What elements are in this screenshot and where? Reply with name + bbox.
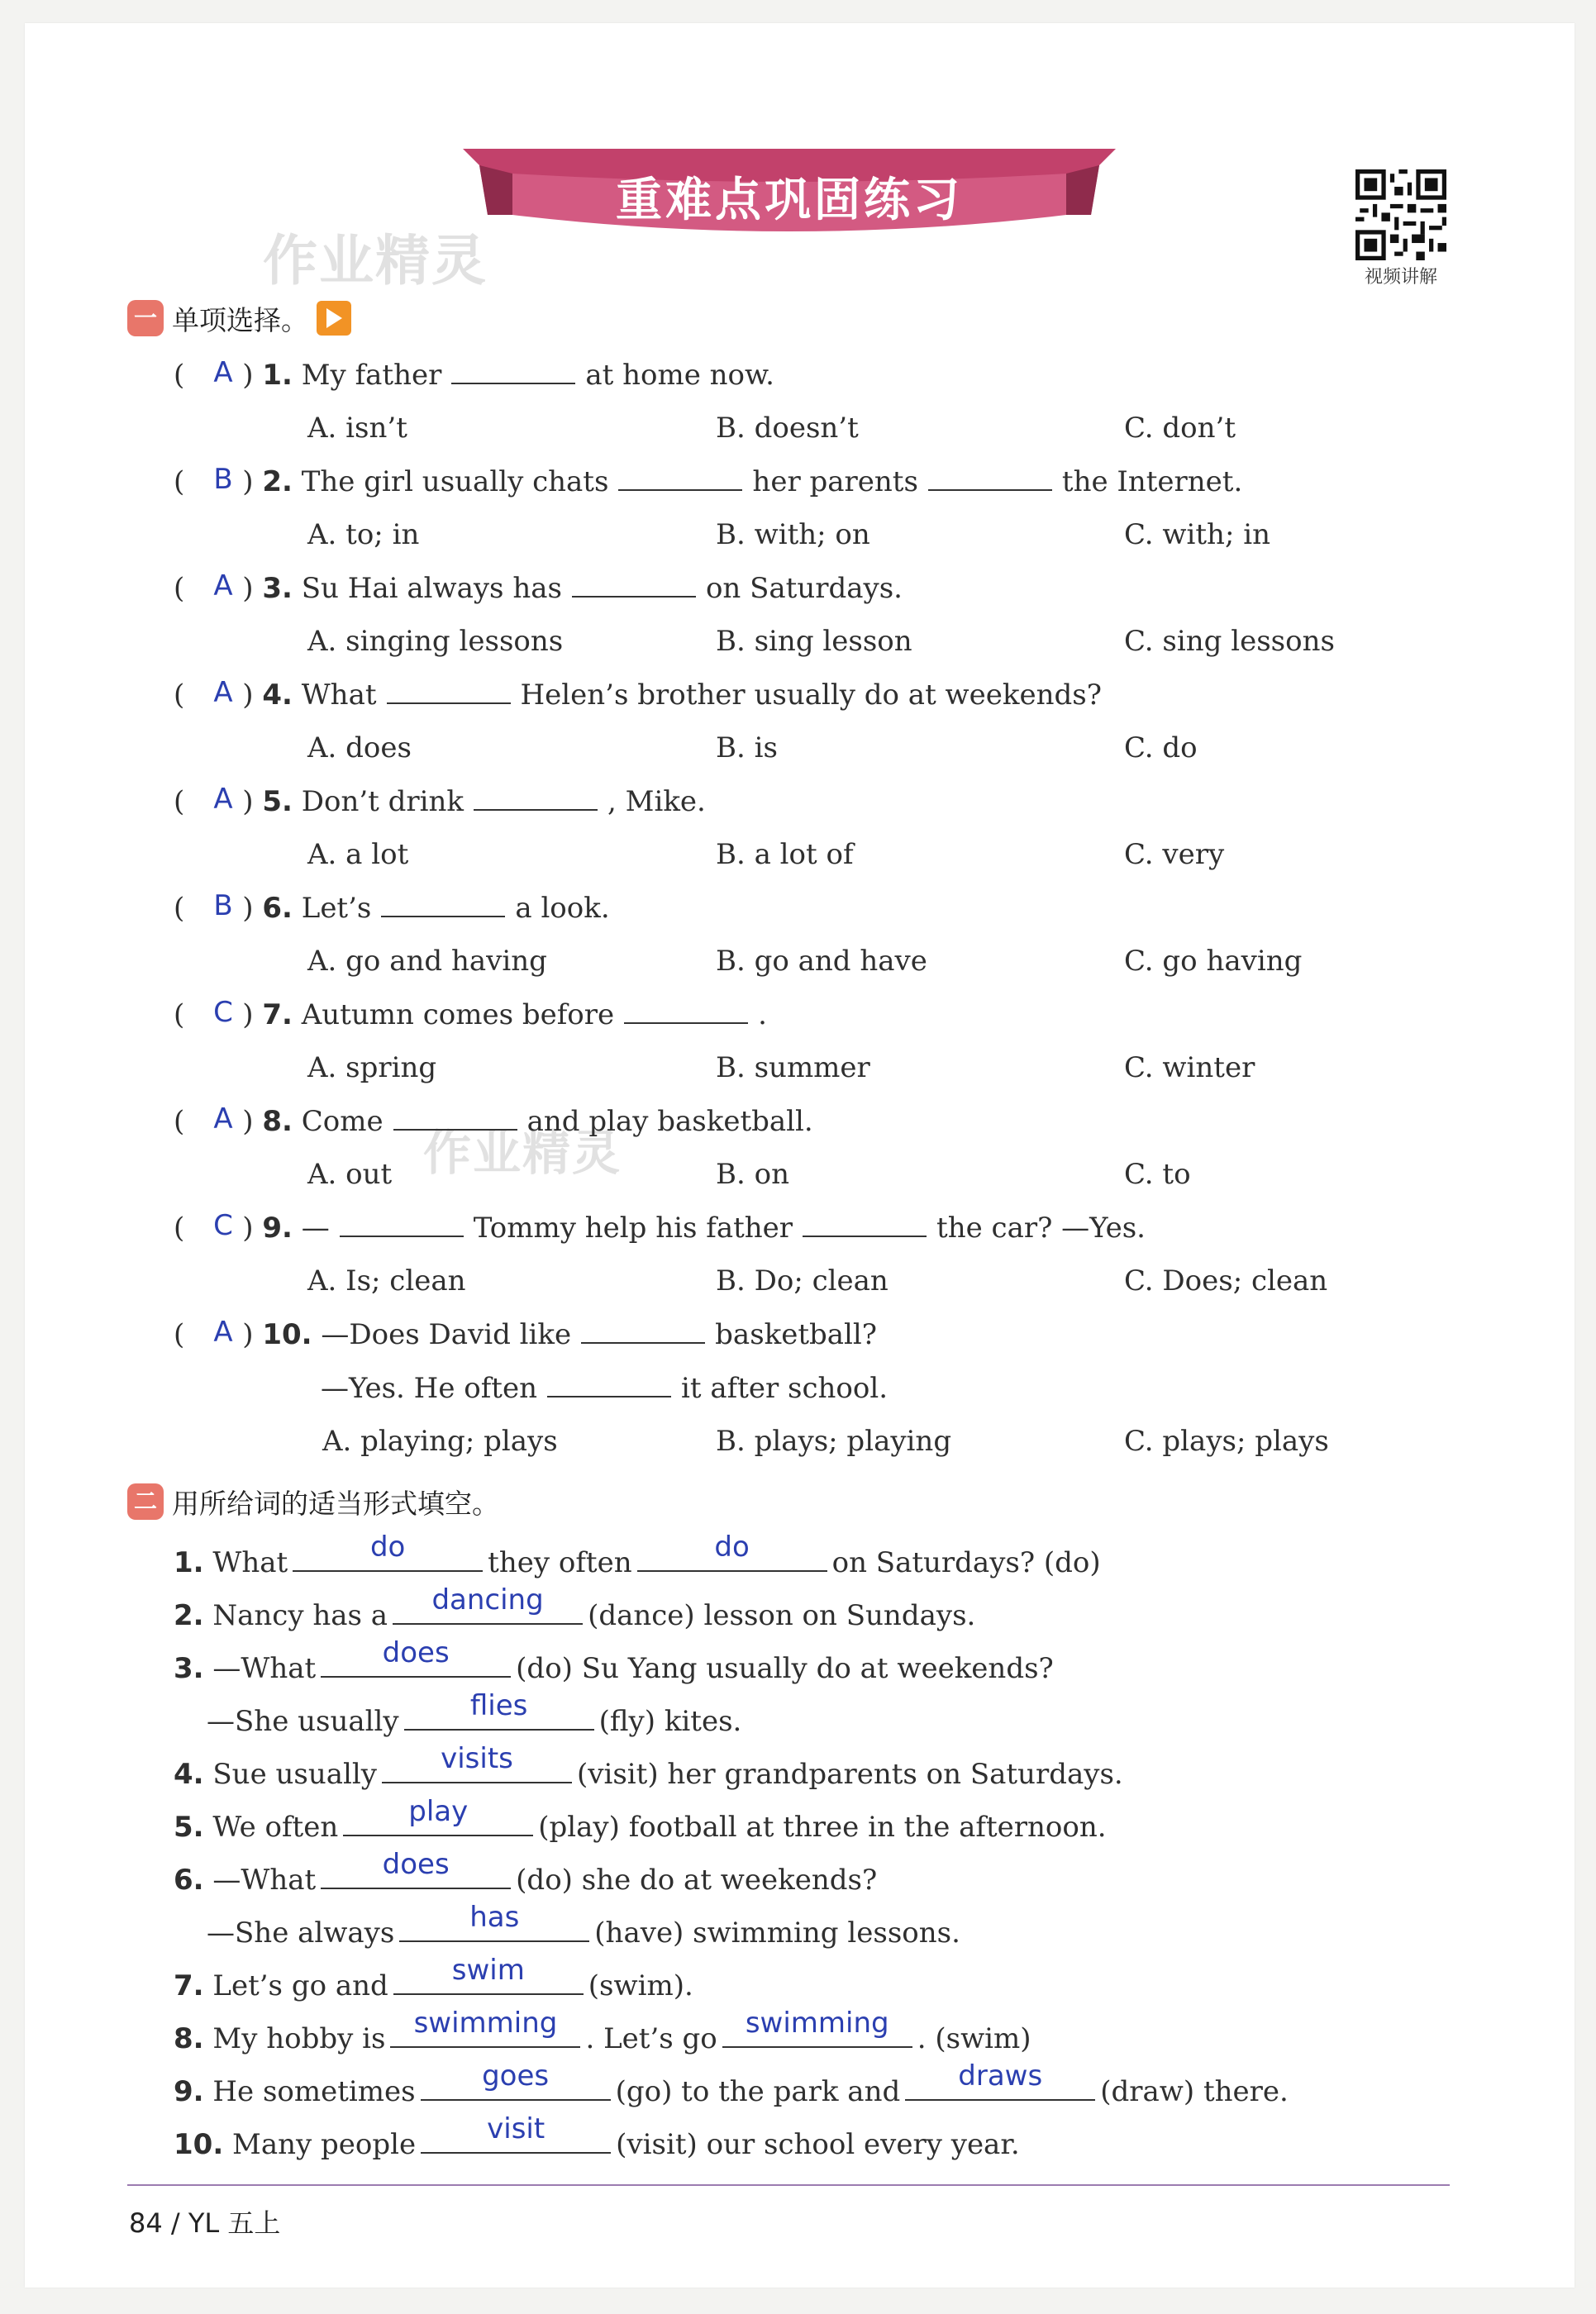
filled-blank: goes — [421, 2071, 611, 2101]
section-banner — [463, 149, 1116, 240]
filled-blank: flies — [404, 1701, 594, 1731]
answer-letter: C — [213, 1209, 233, 1242]
qr-caption: 视频讲解 — [1364, 267, 1437, 288]
option-b: B. plays; playing — [716, 1425, 952, 1458]
option-c: C. winter — [1124, 1051, 1255, 1084]
option-c: C. very — [1124, 838, 1225, 871]
answer-blank — [451, 358, 575, 384]
fill-item-8: 8. My hobby is swimming . Let’s go swimming . (swim) — [174, 2007, 1031, 2055]
option-a: A. singing lessons — [307, 625, 564, 658]
filled-blank: do — [293, 1542, 483, 1572]
fill-item-1: 1. What do they often do on Saturdays? (do) — [174, 1531, 1101, 1579]
filled-blank: swim — [393, 1965, 584, 1995]
question-10: ( ) 10. —Does David like basketball? — [174, 1318, 878, 1351]
option-c: C. do — [1124, 731, 1198, 764]
option-c: C. go having — [1124, 945, 1303, 978]
filled-blank: does — [321, 1859, 511, 1889]
section-2-header — [127, 1481, 499, 1522]
answer-letter: B — [213, 463, 233, 496]
answer-blank — [387, 678, 511, 704]
question-9: ( ) 9. — Tommy help his father the car? —Yes. — [174, 1212, 1146, 1245]
question-6: ( ) 6. Let’s a look. — [174, 892, 610, 925]
section-title: 用所给词的适当形式填空。 — [172, 1487, 499, 1520]
option-c: C. sing lessons — [1124, 625, 1335, 658]
answer-letter: C — [213, 996, 233, 1029]
footer-divider — [127, 2184, 1450, 2186]
filled-blank: draws — [905, 2071, 1095, 2101]
option-b: B. on — [716, 1158, 789, 1191]
option-b: B. Do; clean — [716, 1264, 889, 1297]
answer-blank — [547, 1371, 671, 1397]
section-1-header — [127, 298, 351, 339]
question-3: ( ) 3. Su Hai always has on Saturdays. — [174, 572, 903, 605]
answer-letter: A — [213, 676, 233, 709]
question-10-line-2: —Yes. He often it after school. — [321, 1372, 889, 1405]
fill-item-9: 9. He sometimes goes (go) to the park and draws (draw) there. — [174, 2059, 1289, 2108]
option-b: B. is — [716, 731, 778, 764]
filled-blank: has — [399, 1912, 589, 1942]
banner-title: 重难点巩固练习 — [616, 174, 963, 227]
answer-letter: A — [213, 783, 233, 816]
filled-blank: does — [321, 1648, 511, 1678]
answer-blank — [624, 997, 748, 1024]
question-8: ( ) 8. Come and play basketball. — [174, 1105, 813, 1138]
fill-item-6-line-2: —She always has (have) swimming lessons. — [207, 1901, 960, 1950]
answer-letter: A — [213, 569, 233, 602]
answer-blank — [381, 891, 505, 917]
option-a: A. to; in — [307, 518, 420, 551]
option-b: B. doesn’t — [716, 412, 859, 445]
option-a: A. a lot — [307, 838, 409, 871]
option-c: C. don’t — [1124, 412, 1236, 445]
option-b: B. a lot of — [716, 838, 854, 871]
answer-blank — [393, 1104, 517, 1131]
answer-blank — [803, 1211, 927, 1237]
question-2: ( ) 2. The girl usually chats her parents the Internet. — [174, 465, 1243, 498]
filled-blank: play — [343, 1807, 533, 1836]
option-c: C. Does; clean — [1124, 1264, 1328, 1297]
page-footer: 84 / YL 五上 — [129, 2207, 281, 2239]
option-a: A. go and having — [307, 945, 547, 978]
filled-blank: dancing — [393, 1595, 583, 1625]
answer-blank — [581, 1317, 705, 1344]
fill-item-5: 5. We often play (play) football at three in the afternoon. — [174, 1795, 1107, 1844]
watermark: 作业精灵 — [263, 229, 488, 293]
fill-item-7: 7. Let’s go and swim (swim). — [174, 1954, 693, 2002]
option-c: C. plays; plays — [1124, 1425, 1329, 1458]
fill-item-6: 6. —What does (do) she do at weekends? — [174, 1848, 878, 1897]
filled-blank: swimming — [390, 2018, 580, 2048]
question-4: ( ) 4. What Helen’s brother usually do at weekends? — [174, 678, 1102, 712]
option-a: A. spring — [307, 1051, 437, 1084]
answer-blank — [572, 571, 696, 598]
fill-item-4: 4. Sue usually visits (visit) her grandparents on Saturdays. — [174, 1742, 1123, 1791]
option-a: A. out — [307, 1158, 393, 1191]
option-b: B. go and have — [716, 945, 927, 978]
option-a: A. playing; plays — [322, 1425, 558, 1458]
option-c: C. with; in — [1124, 518, 1270, 551]
watermark: 作业精灵 — [423, 1125, 622, 1181]
section-number-badge: 二 — [127, 1483, 164, 1520]
option-b: B. summer — [716, 1051, 870, 1084]
answer-blank — [340, 1211, 464, 1237]
answer-letter: B — [213, 889, 233, 922]
answer-blank — [474, 784, 598, 811]
filled-blank: visits — [382, 1754, 572, 1783]
option-b: B. with; on — [716, 518, 870, 551]
option-a: A. isn’t — [307, 412, 407, 445]
answer-blank — [618, 464, 742, 491]
filled-blank: swimming — [722, 2018, 912, 2048]
answer-letter: A — [213, 356, 233, 389]
option-a: A. Is; clean — [307, 1264, 466, 1297]
answer-letter: A — [213, 1316, 233, 1349]
section-number-badge: 一 — [127, 300, 164, 336]
fill-item-2: 2. Nancy has a dancing (dance) lesson on Sundays. — [174, 1583, 976, 1632]
qr-code-icon[interactable] — [1355, 169, 1446, 260]
option-a: A. does — [307, 731, 412, 764]
question-5: ( ) 5. Don’t drink , Mike. — [174, 785, 706, 818]
filled-blank: do — [637, 1542, 827, 1572]
fill-item-3: 3. —What does (do) Su Yang usually do at weekends? — [174, 1636, 1054, 1685]
fill-item-3-line-2: —She usually flies (fly) kites. — [207, 1689, 742, 1738]
question-1: ( ) 1. My father at home now. — [174, 359, 774, 392]
filled-blank: visit — [421, 2124, 611, 2154]
fill-item-10: 10. Many people visit (visit) our school every year. — [174, 2112, 1020, 2161]
question-7: ( ) 7. Autumn comes before . — [174, 998, 767, 1031]
section-title: 单项选择。 — [172, 303, 308, 336]
answer-blank — [928, 464, 1052, 491]
option-c: C. to — [1124, 1158, 1191, 1191]
play-video-icon[interactable] — [317, 301, 351, 336]
option-b: B. sing lesson — [716, 625, 912, 658]
answer-letter: A — [213, 1102, 233, 1136]
